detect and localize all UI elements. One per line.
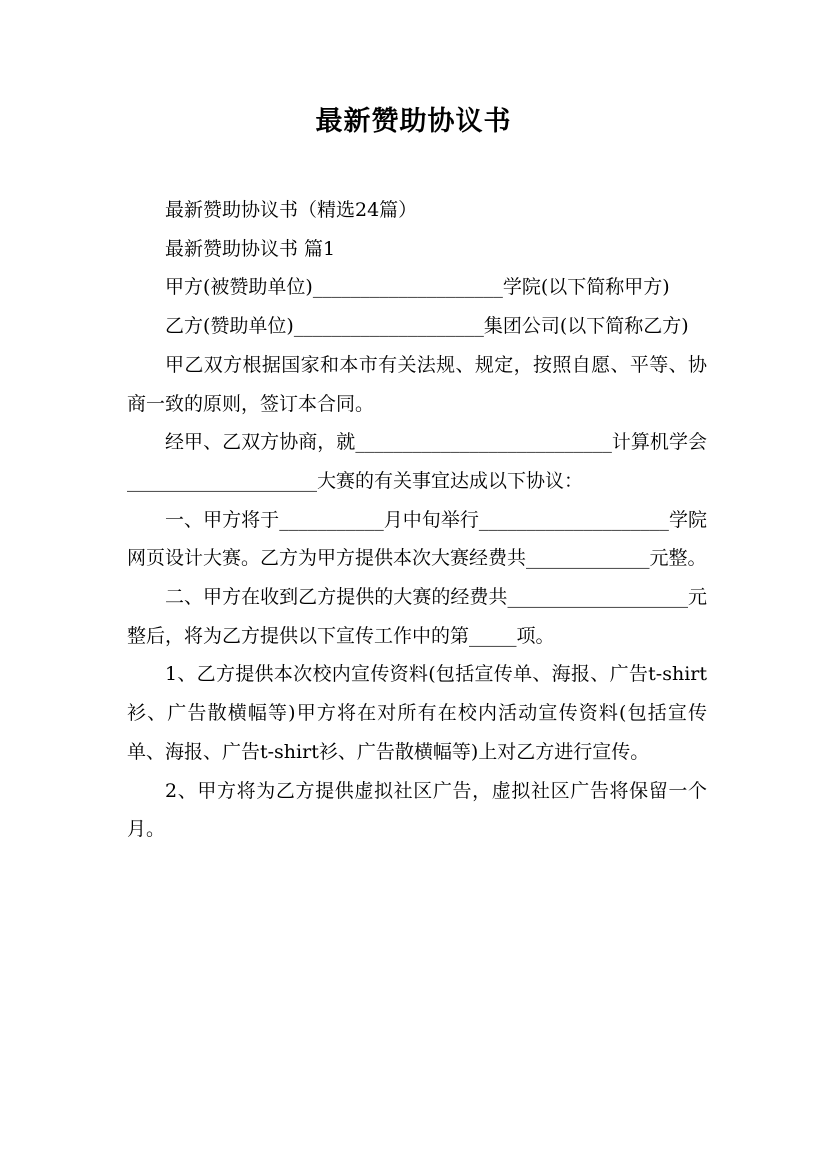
document-body [127,191,707,849]
paragraph-party-b: 乙方(赞助单位)____________________集团公司(以下简称乙方) [165,315,689,338]
paragraph-clause-1: 一、甲方将于___________月中旬举行____________________学院网页设计大赛。乙方为甲方提供本次大赛经费共_____________元整。 [127,508,707,570]
paragraph-subtitle: 最新赞助协议书（精选24篇） [165,199,418,221]
paragraph-agreement-intro: 经甲、乙双方协商，就___________________________计算机学会____________________大赛的有关事宜达成以下协议： [127,431,707,492]
paragraph-clause-2: 二、甲方在收到乙方提供的大赛的经费共___________________元整后，将为乙方提供以下宣传工作中的第_____项。 [127,586,707,647]
paragraph-party-a: 甲方(被赞助单位)____________________学院(以下简称甲方) [165,276,670,299]
document-title: 最新赞助协议书 [315,106,512,137]
paragraph-principles: 甲乙双方根据国家和本市有关法规、规定，按照自愿、平等、协商一致的原则，签订本合同。 [127,353,707,415]
paragraph-section-heading: 最新赞助协议书 篇1 [165,237,336,260]
paragraph-item-2: 2、甲方将为乙方提供虚拟社区广告，虚拟社区广告将保留一个月。 [127,779,707,841]
paragraph-item-1: 1、乙方提供本次校内宣传资料(包括宣传单、海报、广告t-shirt衫、广告散横幅等)甲方将在对所有在校内活动宣传资料(包括宣传单、海报、广告t-shirt衫、广告散横幅等)上对乙方进行宣传。 [127,663,707,763]
